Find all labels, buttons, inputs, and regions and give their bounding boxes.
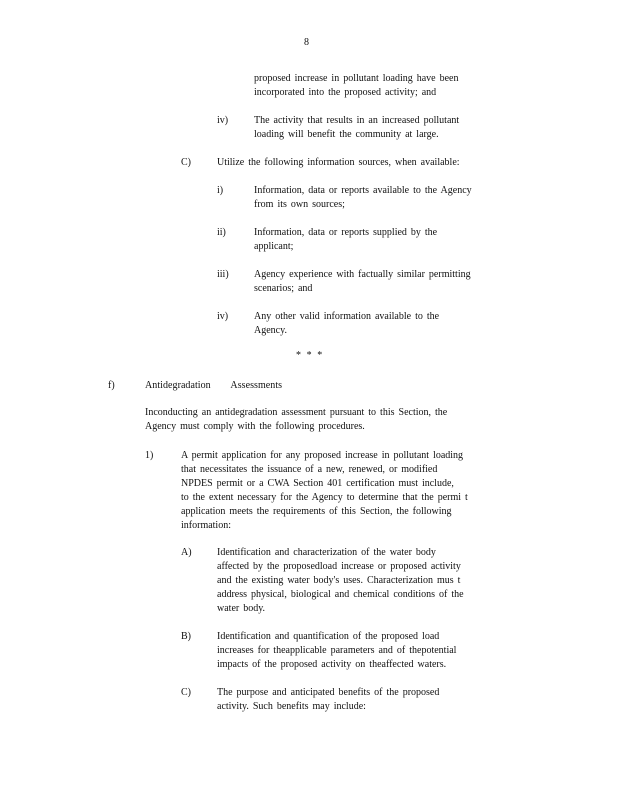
item-label: C) <box>181 687 191 698</box>
text-line: from its own sources; <box>254 199 345 210</box>
section-label: f) <box>108 380 115 391</box>
text-line: Agency. <box>254 325 287 336</box>
list-item-text <box>254 114 490 142</box>
item-label: A) <box>181 547 192 558</box>
text-line: applicant; <box>254 241 294 252</box>
text-line: Information, data or reports available to the Agency <box>254 185 472 196</box>
item-label: iv) <box>217 115 229 126</box>
item-label: 1) <box>145 450 154 461</box>
text-line: address physical, biological and chemical conditions of the <box>217 589 464 600</box>
text-line: Utilize the following information sources, when available: <box>217 157 460 168</box>
text-line: A permit application for any proposed increase in pollutant loading <box>181 450 464 461</box>
list-item-text <box>254 310 468 338</box>
text-line: to the extent necessary for the Agency to determine that the permi t <box>181 492 468 503</box>
omission-asterisks: * * * <box>296 350 323 361</box>
text-line: Information, data or reports supplied by the <box>254 227 438 238</box>
section-heading: Antidegradation Assessments <box>145 380 283 391</box>
item-label: C) <box>181 157 191 168</box>
text-line: activity. Such benefits may include: <box>217 701 366 712</box>
item-label: i) <box>217 185 224 196</box>
text-line: information: <box>181 520 231 531</box>
text-line: proposed increase in pollutant loading have been <box>254 73 459 84</box>
text-line: Any other valid information available to the <box>254 311 440 322</box>
item-label: iv) <box>217 311 229 322</box>
text-line: affected by the proposedload increase or proposed activity <box>217 561 461 572</box>
list-item-text <box>254 226 464 254</box>
text-line: impacts of the proposed activity on theaffected waters. <box>217 659 447 670</box>
text-line: Inconducting an antidegradation assessment pursuant to this Section, the <box>145 407 448 418</box>
text-line: NPDES permit or a CWA Section 401 certification must include, <box>181 478 454 489</box>
list-item-text <box>217 546 503 616</box>
text-line: Agency experience with factually similar permitting <box>254 269 471 280</box>
text-line: and the existing water body's uses. Characterization mus t <box>217 575 461 586</box>
list-item-text <box>217 630 503 672</box>
list-item-text <box>217 686 477 714</box>
list-item-text <box>217 156 497 170</box>
section-intro <box>145 406 495 434</box>
text-line: Agency must comply with the following procedures. <box>145 421 365 432</box>
text-line: The activity that results in an increased pollutant <box>254 115 460 126</box>
item-label: B) <box>181 631 191 642</box>
text-line: Identification and quantification of the proposed load <box>217 631 440 642</box>
text-line: that necessitates the issuance of a new, renewed, or modified <box>181 464 438 475</box>
text-line: loading will benefit the community at large. <box>254 129 439 140</box>
text-line: scenarios; and <box>254 283 313 294</box>
text-line: increases for theapplicable parameters and of thepotential <box>217 645 457 656</box>
list-item-text <box>181 449 503 533</box>
text-line: water body. <box>217 603 266 614</box>
text-line: The purpose and anticipated benefits of the proposed <box>217 687 440 698</box>
item-label: iii) <box>217 269 229 280</box>
paragraph-continuation <box>254 72 490 100</box>
list-item-text <box>254 184 500 212</box>
page-number: 8 <box>304 37 310 48</box>
text-line: application meets the requirements of this Section, the following <box>181 506 452 517</box>
list-item-text <box>254 268 498 296</box>
item-label: ii) <box>217 227 226 238</box>
text-line: incorporated into the proposed activity; and <box>254 87 437 98</box>
text-line: Identification and characterization of the water body <box>217 547 436 558</box>
